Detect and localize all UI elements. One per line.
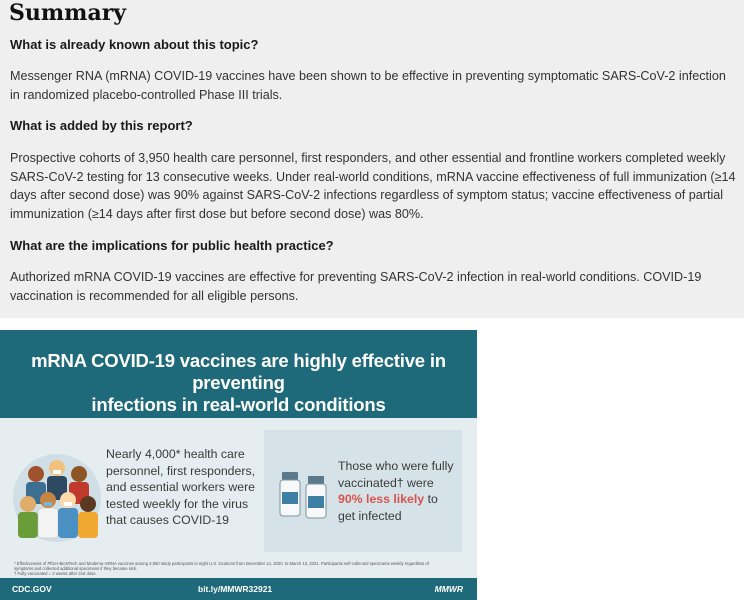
infographic-body [0, 418, 477, 578]
infographic-title-line1: mRNA COVID-19 vaccines are highly effective in preventing [31, 350, 446, 393]
footer-short-link[interactable]: bit.ly/MMWR32921 [198, 584, 273, 594]
answer-known: Messenger RNA (mRNA) COVID-19 vaccines have been shown to be effective in preventing symptomatic SARS-CoV-2 infection in randomized placebo-controlled Phase III trials. [10, 69, 726, 102]
effectiveness-text-2: to get infected [338, 492, 438, 523]
footnote-line-3: † Fully vaccinated = 2 weeks after 2nd dose [14, 571, 96, 577]
infographic-footnote [14, 561, 464, 577]
question-implications: What are the implications for public health practice? [10, 238, 334, 253]
effectiveness-highlight: 90% less likely [338, 492, 425, 506]
infographic [0, 330, 477, 600]
footnote-line-1: * Effectiveness of Pfizer-BioNTech and Moderna mRNA vaccines among 3,950 study participants in eight U.S. locations from December 14, 2020, to March 13, 2021. Participants self-collected specimens weekly regardless of [14, 561, 429, 566]
vaccine-vials-icon [276, 468, 332, 520]
infographic-footer [0, 578, 477, 600]
effectiveness-text [338, 458, 458, 524]
footer-mmwr-logo: MMWR [434, 584, 463, 594]
infographic-header [0, 330, 477, 418]
essential-workers-icon [12, 438, 102, 558]
answer-added: Prospective cohorts of 3,950 health care personnel, first responders, and other essential and frontline workers completed weekly SARS-CoV-2 testing for 13 consecutive weeks. Under real-world conditions, mRNA vaccine effectiveness of full immunization (≥14 days after second dose) was 90% against SARS-CoV-2 infections regardless of symptom status; vaccine effectiveness of partial immunization (≥14 days after first dose but before second dose) was 80%. [10, 151, 736, 221]
effectiveness-panel [264, 430, 462, 552]
effectiveness-text-1: Those who were fully vaccinated† were [338, 459, 454, 490]
infographic-title-line2: infections in real-world conditions [91, 394, 386, 415]
summary-title: Summary [9, 0, 127, 26]
answer-implications: Authorized mRNA COVID-19 vaccines are effective for preventing SARS-CoV-2 infection in real-world conditions. COVID-19 vaccination is recommended for all eligible persons. [10, 270, 702, 303]
question-known: What is already known about this topic? [10, 37, 259, 52]
question-added: What is added by this report? [10, 118, 193, 133]
footer-cdc-link[interactable]: CDC.GOV [12, 584, 52, 594]
footnote-line-2: symptoms and collected additional specimens if they became sick. [14, 566, 138, 572]
participants-text: Nearly 4,000* health care personnel, first responders, and essential workers were tested weekly for the virus that causes COVID-19 [106, 447, 256, 527]
